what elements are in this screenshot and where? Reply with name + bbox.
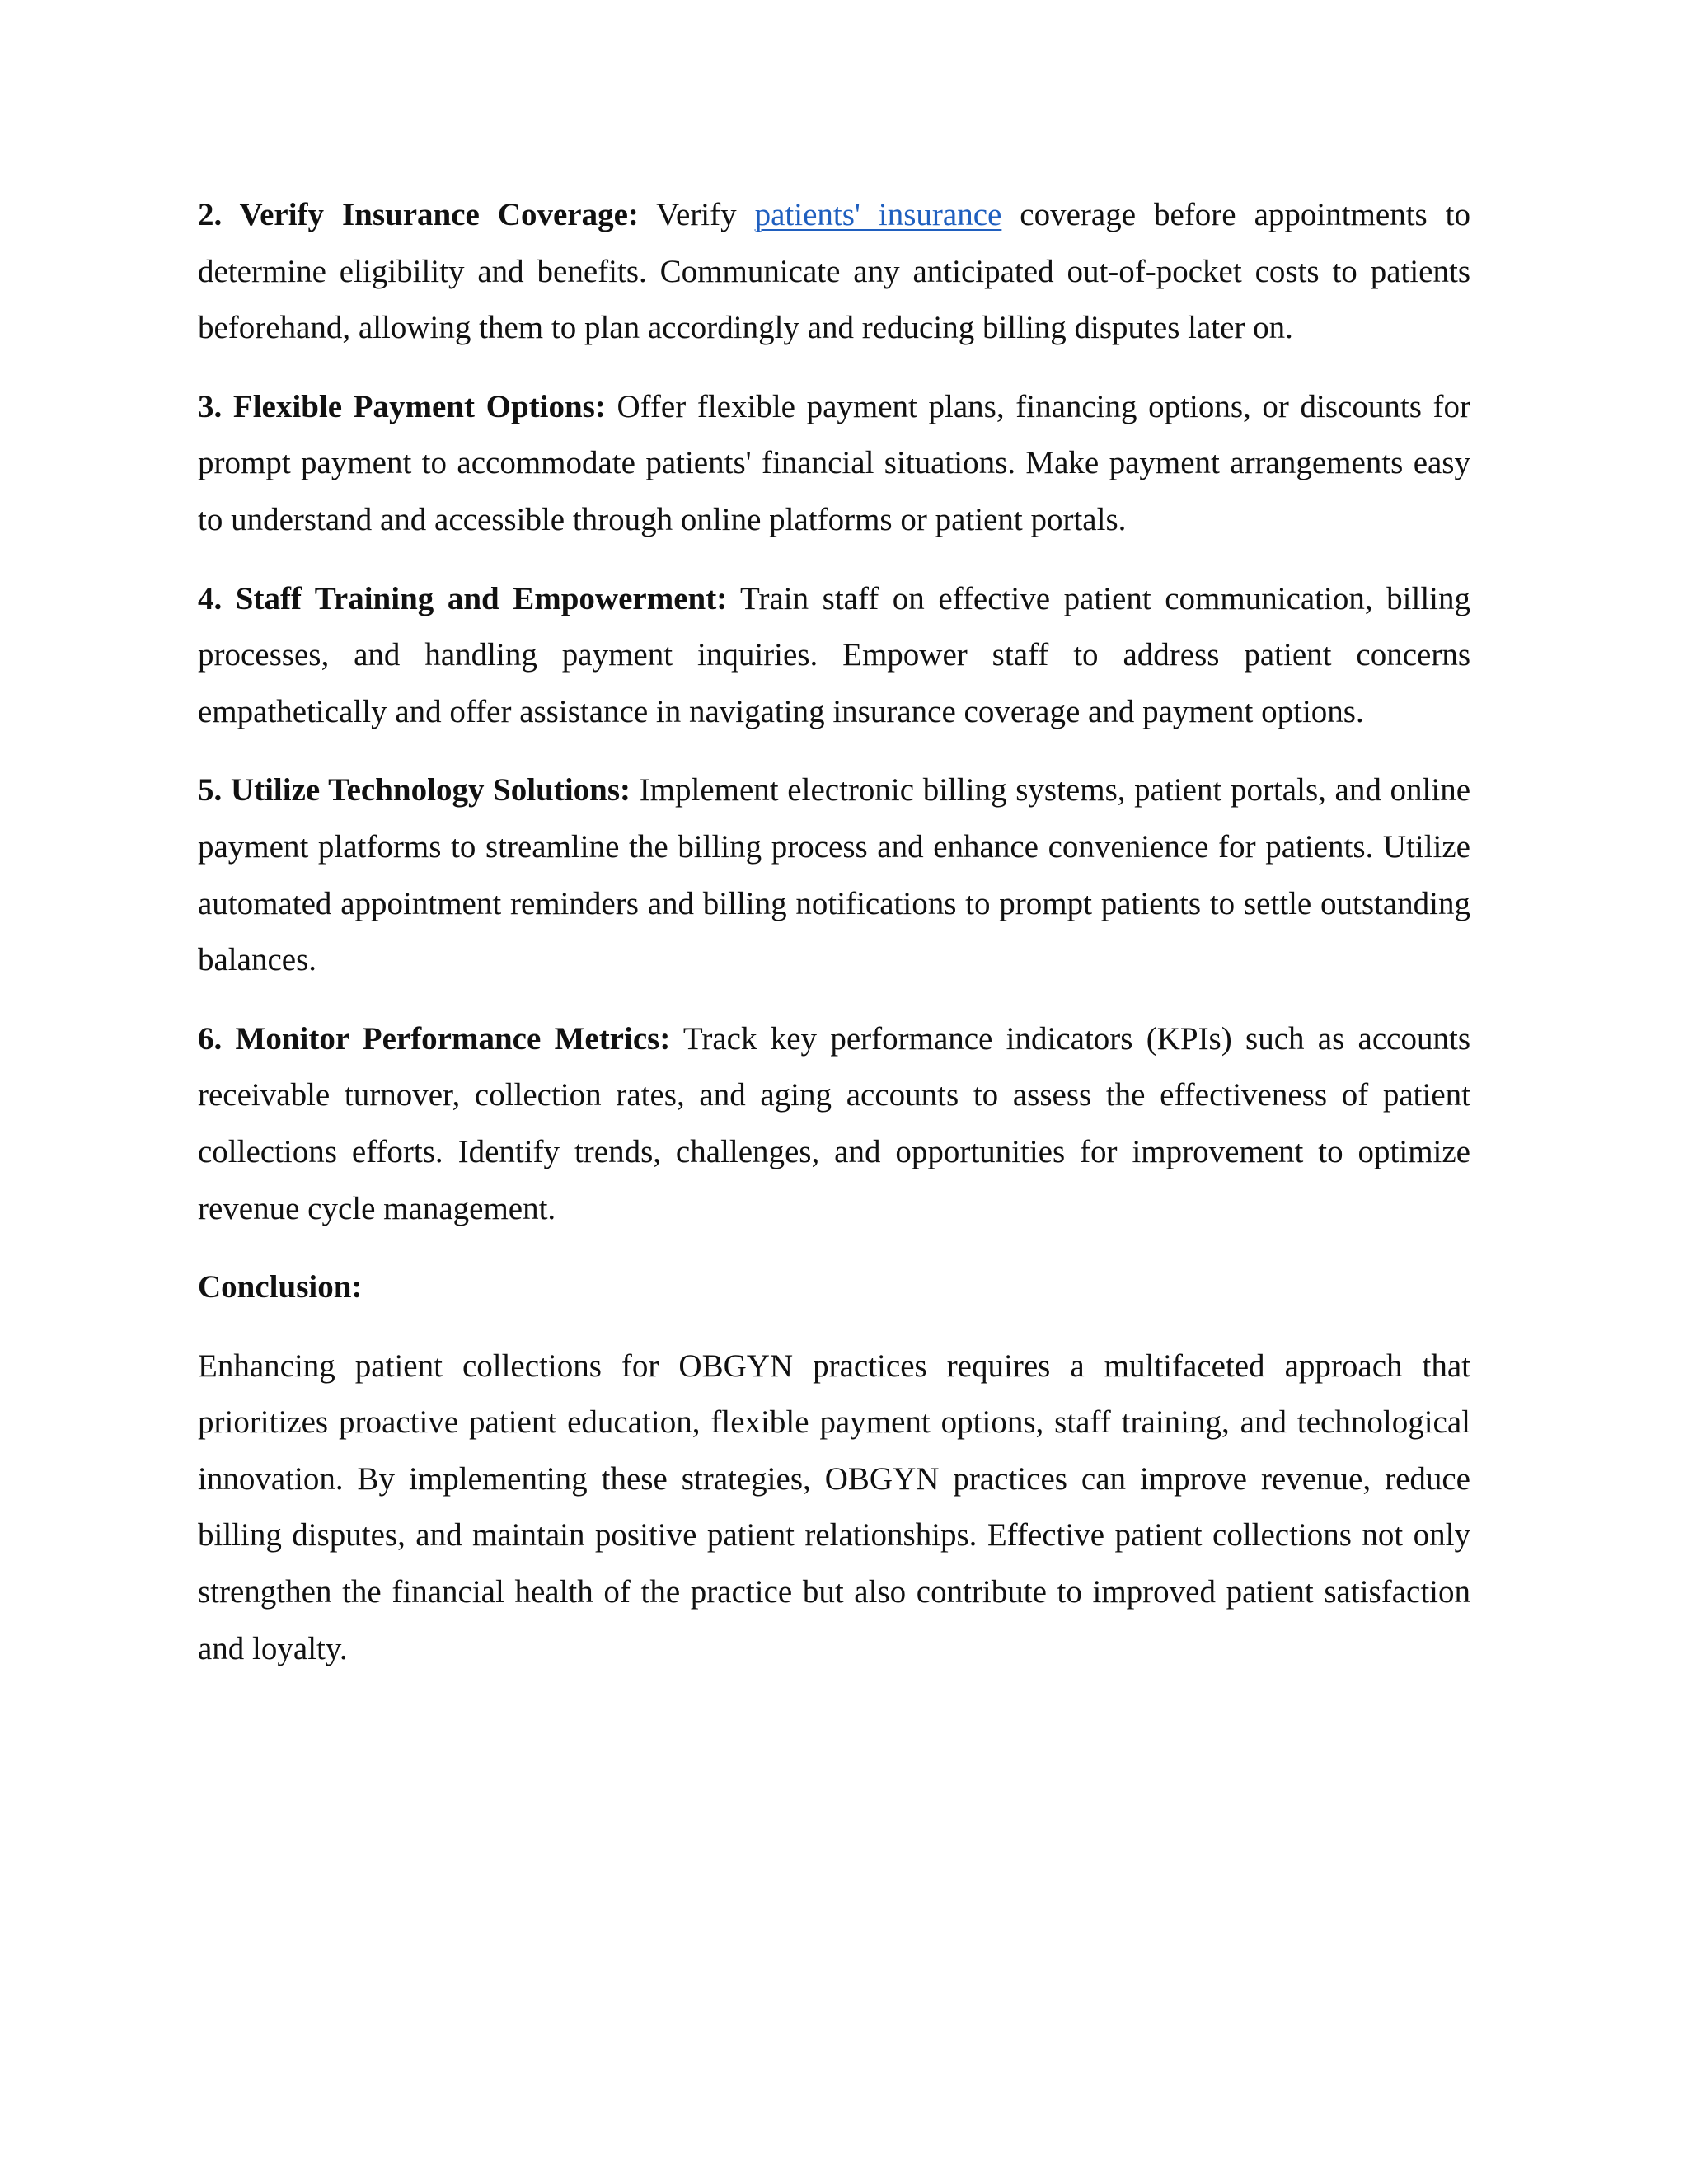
section-heading: 3. Flexible Payment Options: (198, 388, 606, 424)
document-page (198, 187, 1470, 1699)
section-performance-metrics (198, 1011, 1470, 1237)
conclusion-heading: Conclusion: (198, 1269, 363, 1305)
conclusion-body: Enhancing patient collections for OBGYN practices requires a multifaceted approach that prioritizes proactive patient education, flexible payment options, staff training, and technological innovation. By implementing these strategies, OBGYN practices can improve revenue, reduce billing disputes, and maintain positive patient relationships. Effective patient collections not only strengthen the financial health of the practice but also contribute to improved patient satisfaction and loyalty. (198, 1347, 1470, 1666)
patients-insurance-link[interactable]: patients' insurance (754, 197, 1002, 232)
section-text: Implement electronic billing systems, patient portals, and online payment platforms to streamline the billing process and enhance convenience for patients. Utilize automated appointment reminders and billing notifications to prompt patients to settle outstanding balances. (198, 772, 1471, 978)
section-text: coverage before appointments to determine eligibility and benefits. Communicate any anticipated out-of-pocket costs to patients beforehand, allowing them to plan accordingly and reducing billing disputes later on. (198, 197, 1471, 346)
section-flexible-payment (198, 379, 1470, 549)
section-technology-solutions (198, 762, 1470, 988)
section-text: Train staff on effective patient communication, billing processes, and handling payment inquiries. Empower staff to address patient concerns empathetically and offer assistance in navigating insurance coverage and payment options. (198, 580, 1470, 729)
section-staff-training (198, 571, 1470, 741)
section-heading: 5. Utilize Technology Solutions: (198, 772, 631, 808)
section-heading: 4. Staff Training and Empowerment: (198, 580, 728, 616)
section-text: Track key performance indicators (KPIs) such as accounts receivable turnover, collection rates, and aging accounts to assess the effectiveness of patient collections efforts. Identify trends, challenges, and opportunities for improvement to optimize revenue cycle management. (198, 1020, 1471, 1226)
section-heading: 2. Verify Insurance Coverage: (198, 197, 639, 232)
section-text: Offer flexible payment plans, financing options, or discounts for prompt payment to accommodate patients' financial situations. Make payment arrangements easy to understand and accessible through online platforms or patient portals. (198, 388, 1471, 537)
section-verify-insurance (198, 187, 1470, 357)
section-text: Verify (638, 197, 755, 232)
section-heading: 6. Monitor Performance Metrics: (198, 1020, 671, 1057)
